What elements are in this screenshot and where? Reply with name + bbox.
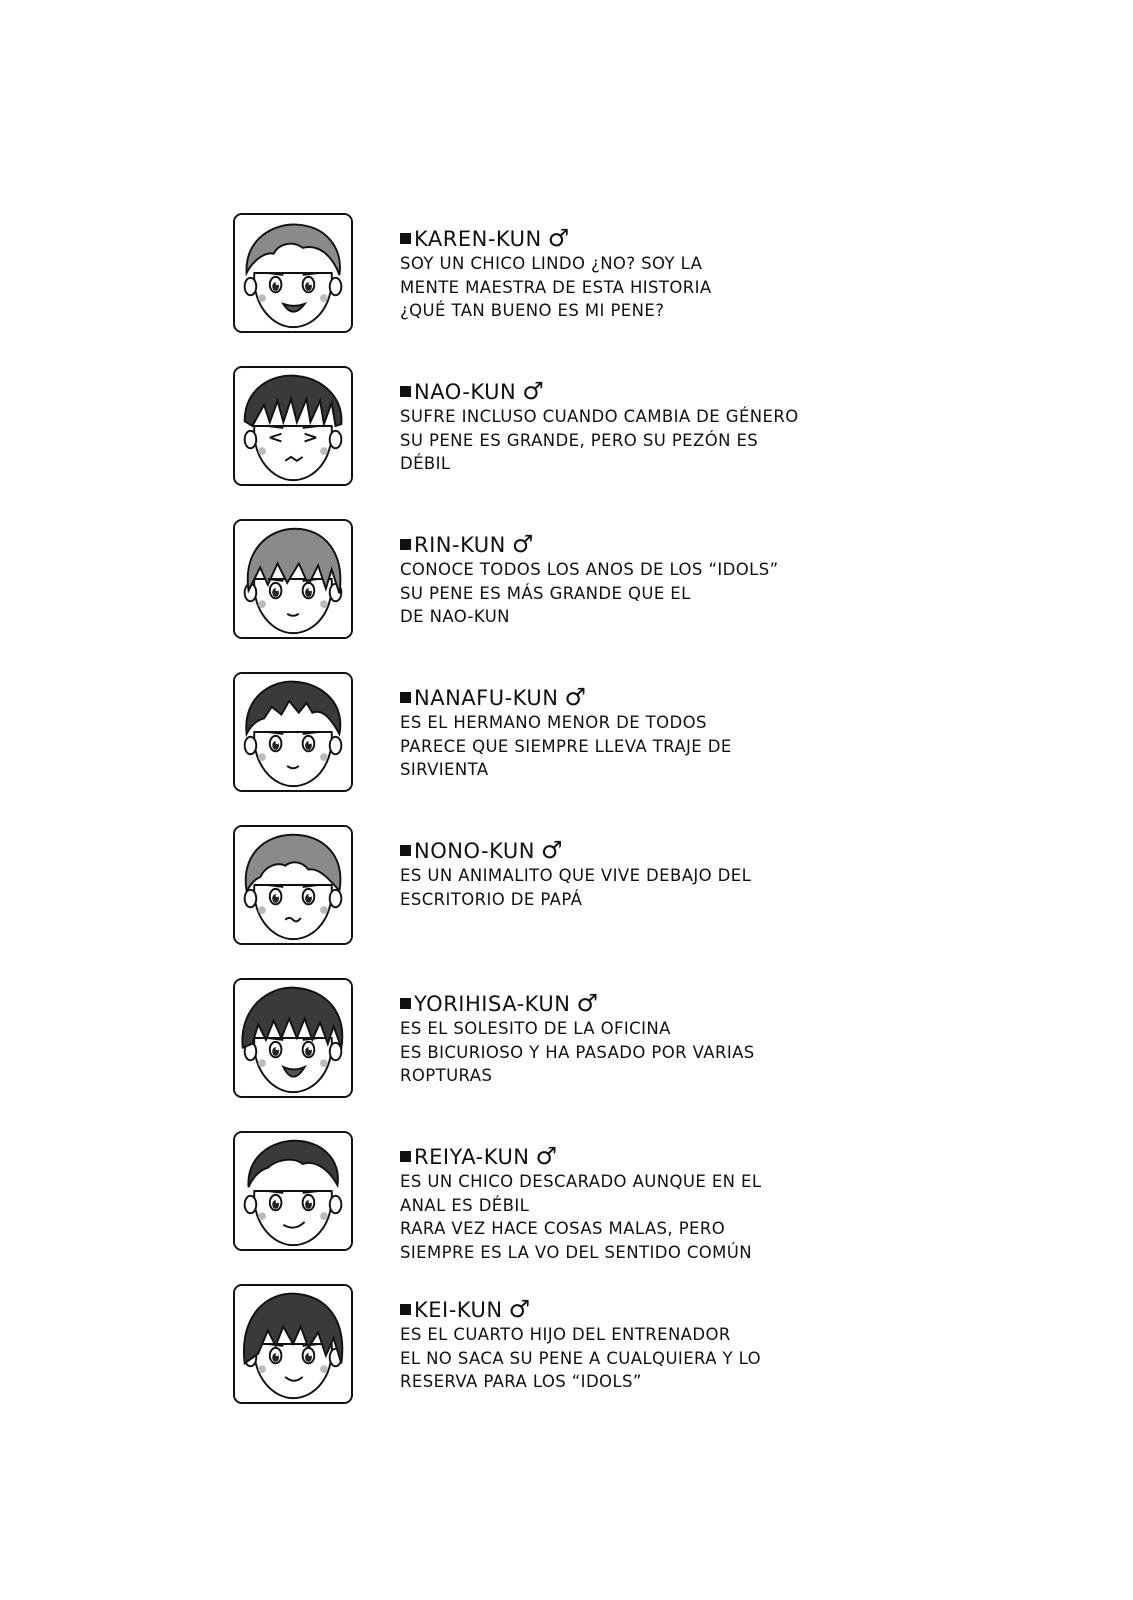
character-description-line: ROPTURAS xyxy=(400,1066,493,1085)
character-description-line: DÉBIL xyxy=(400,454,451,473)
character-face-icon xyxy=(233,519,353,639)
character-description-line: SU PENE ES MÁS GRANDE QUE EL xyxy=(400,583,691,603)
character-description-line: ES EL CUARTO HIJO DEL ENTRENADOR xyxy=(400,1325,731,1344)
character-face-icon xyxy=(233,825,353,945)
character-face-icon xyxy=(233,978,353,1098)
character-face-icon xyxy=(233,1131,353,1251)
character-name xyxy=(400,684,860,711)
character-description-line: SIRVIENTA xyxy=(400,760,489,779)
character-profile xyxy=(233,672,833,797)
square-bullet-icon xyxy=(400,386,411,397)
character-name-text: REIYA-KUN xyxy=(414,1145,530,1169)
character-info xyxy=(400,378,860,476)
character-profile xyxy=(233,366,833,491)
male-symbol: ♂ xyxy=(540,836,563,864)
character-face-icon xyxy=(233,672,353,792)
character-profile xyxy=(233,1284,833,1409)
character-profile xyxy=(233,825,833,950)
character-description-line: SU PENE ES GRANDE, PERO SU PEZÓN ES xyxy=(400,430,759,450)
character-profile xyxy=(233,978,833,1103)
character-description-line: ES BICURIOSO Y HA PASADO POR VARIAS xyxy=(400,1042,755,1062)
character-name xyxy=(400,225,860,252)
character-description-line: ¿QUÉ TAN BUENO ES MI PENE? xyxy=(400,301,665,320)
character-name xyxy=(400,837,860,864)
character-description-line: EL NO SACA SU PENE A CUALQUIERA Y LO xyxy=(400,1348,762,1368)
character-description-line: ES EL SOLESITO DE LA OFICINA xyxy=(400,1019,671,1038)
character-face-icon xyxy=(233,366,353,486)
character-info xyxy=(400,837,860,911)
character-description-line: DE NAO-KUN xyxy=(400,607,510,626)
male-symbol: ♂ xyxy=(535,1142,558,1170)
square-bullet-icon xyxy=(400,692,411,703)
character-description-line: ANAL ES DÉBIL xyxy=(400,1195,530,1215)
male-symbol: ♂ xyxy=(547,224,570,252)
square-bullet-icon xyxy=(400,845,411,856)
character-name-text: KAREN-KUN xyxy=(414,227,542,251)
character-name xyxy=(400,378,860,405)
character-name-text: RIN-KUN xyxy=(414,533,506,557)
square-bullet-icon xyxy=(400,1151,411,1162)
character-name xyxy=(400,531,860,558)
male-symbol: ♂ xyxy=(564,683,587,711)
character-name xyxy=(400,1296,860,1323)
character-info xyxy=(400,531,860,629)
character-info xyxy=(400,990,860,1088)
character-name-text: YORIHISA-KUN xyxy=(414,992,571,1016)
character-info xyxy=(400,225,860,323)
character-description-line: CONOCE TODOS LOS ANOS DE LOS “IDOLS” xyxy=(400,560,779,579)
male-symbol: ♂ xyxy=(508,1295,531,1323)
character-name-text: NANAFU-KUN xyxy=(414,686,559,710)
character-name xyxy=(400,1143,860,1170)
square-bullet-icon xyxy=(400,233,411,244)
character-description-line: RARA VEZ HACE COSAS MALAS, PERO xyxy=(400,1219,726,1238)
character-name-text: KEI-KUN xyxy=(414,1298,503,1322)
character-name-text: NONO-KUN xyxy=(414,839,535,863)
character-description-line: SUFRE INCLUSO CUANDO CAMBIA DE GÉNERO xyxy=(400,407,799,426)
square-bullet-icon xyxy=(400,539,411,550)
character-profile xyxy=(233,1131,833,1262)
character-info xyxy=(400,684,860,782)
square-bullet-icon xyxy=(400,1304,411,1315)
character-profile xyxy=(233,519,833,644)
character-face-icon xyxy=(233,213,353,333)
character-description-line: ES EL HERMANO MENOR DE TODOS xyxy=(400,713,707,732)
character-profile xyxy=(233,213,833,338)
character-name-text: NAO-KUN xyxy=(414,380,517,404)
character-info xyxy=(400,1296,860,1394)
character-description-line: ES UN CHICO DESCARADO AUNQUE EN EL xyxy=(400,1172,762,1191)
character-description-line: SIEMPRE ES LA VO DEL SENTIDO COMÚN xyxy=(400,1242,753,1262)
character-description-line: SOY UN CHICO LINDO ¿NO? SOY LA xyxy=(400,254,703,273)
male-symbol: ♂ xyxy=(576,989,599,1017)
character-description-line: RESERVA PARA LOS “IDOLS” xyxy=(400,1372,642,1391)
character-face-icon xyxy=(233,1284,353,1404)
character-info xyxy=(400,1143,860,1264)
character-description-line: PARECE QUE SIEMPRE LLEVA TRAJE DE xyxy=(400,736,732,756)
character-description-line: MENTE MAESTRA DE ESTA HISTORIA xyxy=(400,277,712,297)
square-bullet-icon xyxy=(400,998,411,1009)
male-symbol: ♂ xyxy=(511,530,534,558)
character-description-line: ES UN ANIMALITO QUE VIVE DEBAJO DEL xyxy=(400,866,752,885)
character-description-line: ESCRITORIO DE PAPÁ xyxy=(400,889,583,909)
character-name xyxy=(400,990,860,1017)
male-symbol: ♂ xyxy=(522,377,545,405)
